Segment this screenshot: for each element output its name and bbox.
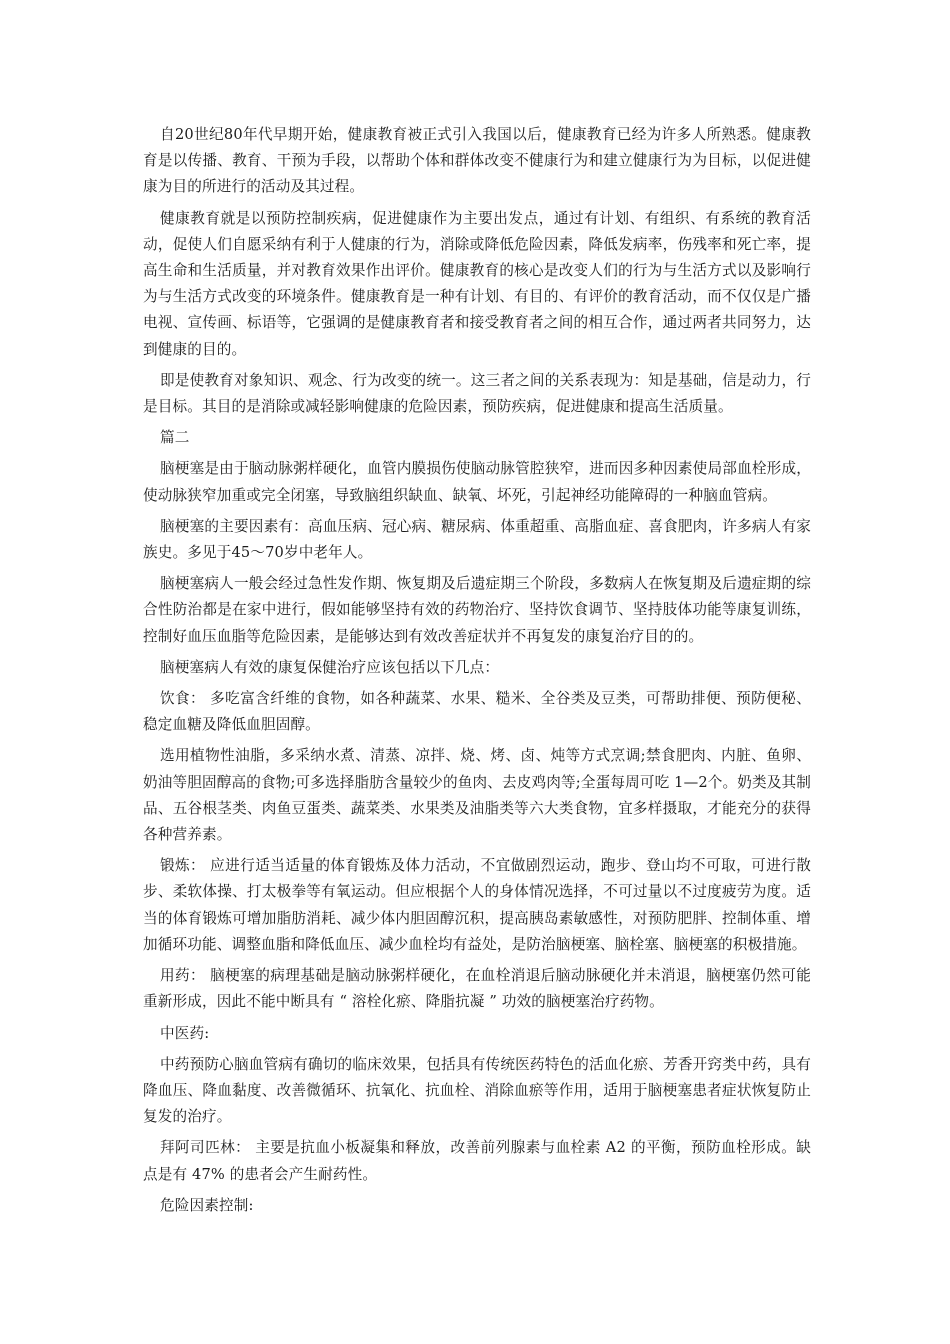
document-page [143,122,811,1224]
paragraph-medication: 用药： 脑梗塞的病理基础是脑动脉粥样硬化，在血栓消退后脑动脉硬化并未消退，脑梗塞仍然可能重新形成，因此不能中断具有 “ 溶栓化瘀、降脂抗凝 ” 功效的脑梗塞治疗药物。 [143,967,811,1011]
paragraph-tcm: 中药预防心脑血管病有确切的临床效果，包括具有传统医药特色的活血化瘀、芳香开窍类中药，具有降血压、降血黏度、改善微循环、抗氧化、抗血栓、消除血瘀等作用，适用于脑梗塞患者症状恢复防止复发的治疗。 [143,1055,811,1126]
paragraph-rehab-intro: 脑梗塞病人有效的康复保健治疗应该包括以下几点： [160,658,500,676]
risk-control-heading: 危险因素控制: [160,1196,254,1214]
paragraph-stages: 脑梗塞病人一般会经过急性发作期、恢复期及后遗症期三个阶段，多数病人在恢复期及后遗症期的综合性防治都是在家中进行，假如能够坚持有效的药物治疗、坚持饮食调节、坚持肢体功能等康复训练，控制好血压血脂等危险因素，是能够达到有效改善症状并不再复发的康复治疗目的的。 [143,575,811,645]
paragraph-exercise: 锻炼： 应进行适当适量的体育锻炼及体力活动，不宜做剧烈运动，跑步、登山均不可取，可进行散步、柔软体操、打太极拳等有氧运动。但应根据个人的身体情况选择，不可过量以不过度疲劳为度。适当的体育锻炼可增加脂肪消耗、减少体内胆固醇沉积，提高胰岛素敏感性，对预防肥胖、控制体重、增加循环功能、调整血脂和降低血压、减少血栓均有益处，是防治脑梗塞、脑栓塞、脑梗塞的积极措施。 [143,857,811,953]
paragraph-diet-oils: 选用植物性油脂，多采纳水煮、清蒸、凉拌、烧、烤、卤、炖等方式烹调;禁食肥肉、内脏、鱼卵、奶油等胆固醇高的食物;可多选择脂肪含量较少的鱼肉、去皮鸡肉等;全蛋每周可吃 1—2个。奶类及其制品、五谷根茎类、肉鱼豆蛋类、蔬菜类、水果类及油脂类等六大类食物，宜多样摄取，才能充分的获得各种营养素。 [143,747,811,844]
paragraph-cerebral-infarction-definition: 脑梗塞是由于脑动脉粥样硬化，血管内膜损伤使脑动脉管腔狭窄，进而因多种因素使局部血栓形成，使动脉狭窄加重或完全闭塞，导致脑组织缺血、缺氧、坏死，引起神经功能障碍的一种脑血管病。 [143,460,811,504]
paragraph-aspirin: 拜阿司匹林： 主要是抗血小板凝集和释放，改善前列腺素与血栓素 A2 的平衡，预防血栓形成。缺点是有 47% 的患者会产生耐药性。 [143,1139,811,1183]
paragraph-intro: 自20世纪80年代早期开始，健康教育被正式引入我国以后，健康教育已经为许多人所熟悉。健康教育是以传播、教育、干预为手段，以帮助个体和群体改变不健康行为和建立健康行为为目标，以促进健康为目的所进行的活动及其过程。 [143,126,811,196]
paragraph-risk-factors: 脑梗塞的主要因素有：高血压病、冠心病、糖尿病、体重超重、高脂血症、喜食肥肉，许多病人有家族史。多见于45～70岁中老年人。 [143,517,811,562]
paragraph-knowledge-belief-action: 即是使教育对象知识、观念、行为改变的统一。这三者之间的关系表现为：知是基础，信是动力，行是目标。其目的是消除或减轻影响健康的危险因素，预防疾病，促进健康和提高生活质量。 [143,371,811,416]
paragraph-health-education-definition: 健康教育就是以预防控制疾病，促进健康作为主要出发点，通过有计划、有组织、有系统的教育活动，促使人们自愿采纳有利于人健康的行为，消除或降低危险因素，降低发病率，伤残率和死亡率，提高生命和生活质量，并对教育效果作出评价。健康教育的核心是改变人们的行为与生活方式以及影响行为与生活方式改变的环境条件。健康教育是一种有计划、有目的、有评价的教育活动，而不仅仅是广播电视、宣传画、标语等，它强调的是健康教育者和接受教育者之间的相互合作，通过两者共同努力，达到健康的目的。 [143,209,811,358]
tcm-heading: 中医药: [160,1024,210,1042]
section-heading: 篇二 [160,429,190,447]
paragraph-diet: 饮食： 多吃富含纤维的食物，如各种蔬菜、水果、糙米、全谷类及豆类，可帮助排便、预防便秘、稳定血糖及降低血胆固醇。 [143,690,811,734]
